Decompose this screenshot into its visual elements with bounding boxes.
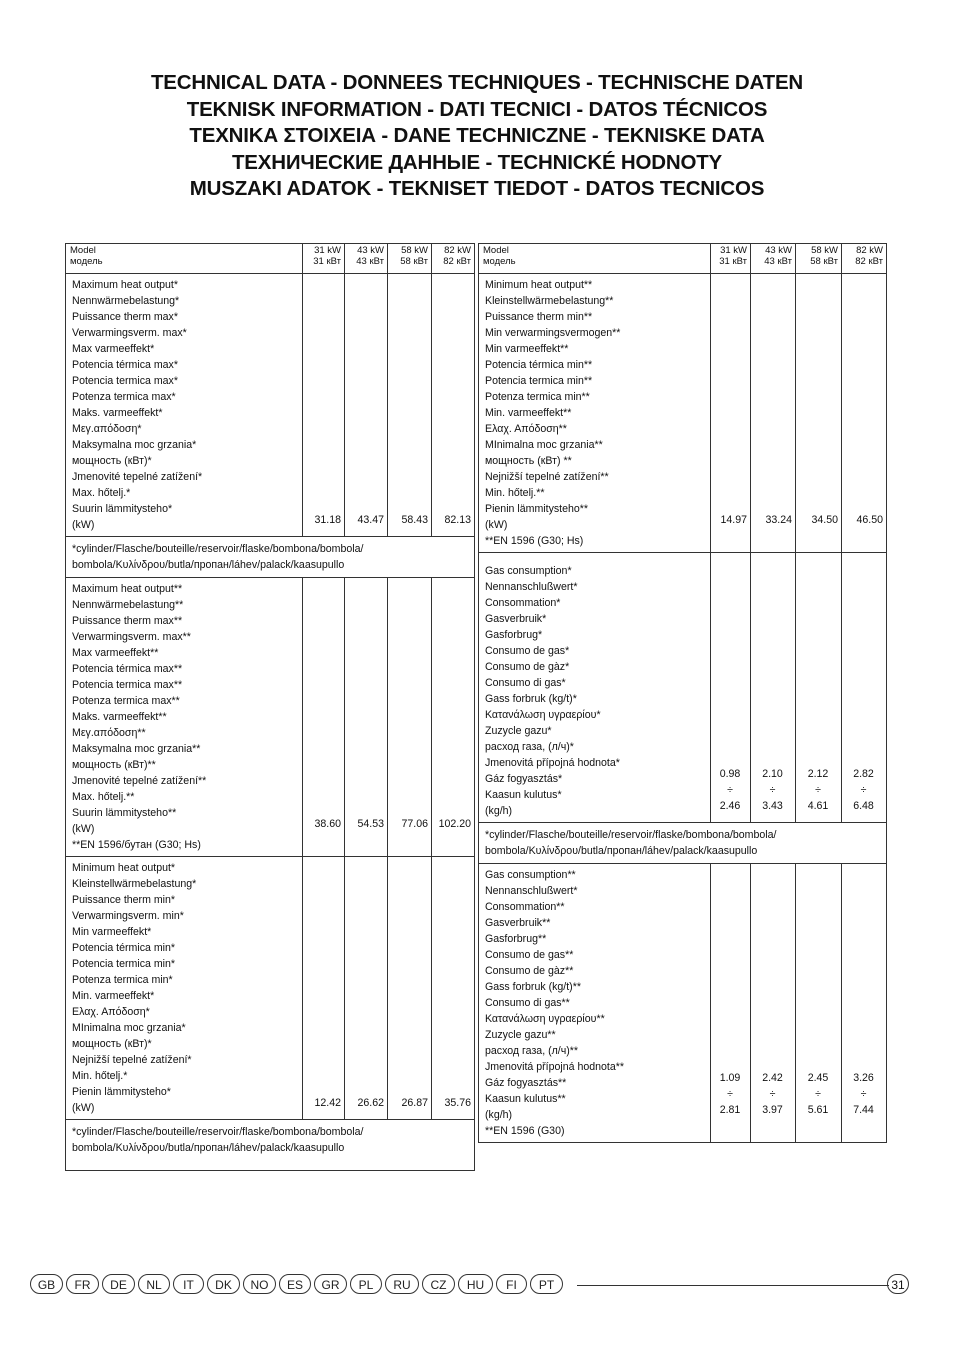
label-line: Nennwärmebelastung* <box>72 295 180 307</box>
label-line: Ελαχ. Απόδοση** <box>485 423 567 435</box>
col-kvt: 82 кВт <box>855 256 883 267</box>
row-label <box>479 274 711 553</box>
right-data-table <box>478 243 887 1143</box>
label-line: Ελαχ. Απόδοση* <box>72 1006 150 1018</box>
table-header <box>66 244 475 274</box>
language-tab[interactable]: ES <box>279 1274 311 1294</box>
col-kw: 31 kW <box>314 245 341 256</box>
range-max: 2.46 <box>719 800 741 812</box>
label-line: Consumo di gas* <box>485 677 566 689</box>
table-row <box>479 864 887 1143</box>
label-line: Potenza termica max* <box>72 391 176 403</box>
label-line: Suurin lämmitysteho* <box>72 503 173 515</box>
label-line: Min. hőtelj.* <box>72 1070 128 1082</box>
col-kvt: 58 кВт <box>400 256 428 267</box>
label-line: bombola/Κυλίνδρου/butla/пропан/láhev/palack/kaasupullo <box>72 1142 345 1154</box>
model-label-ru: модель <box>70 256 103 267</box>
label-line: Jmenovité tepelné zatížení** <box>72 775 207 787</box>
value-cell: 102.20 <box>432 578 475 857</box>
label-line: bombola/Κυλίνδρου/butla/пропан/láhev/palack/kaasupullo <box>72 559 345 571</box>
table-header <box>479 244 887 274</box>
label-line: Nennanschlußwert* <box>485 581 578 593</box>
language-tab[interactable]: FR <box>66 1274 99 1294</box>
label-line: Gass forbruk (kg/t)** <box>485 981 581 993</box>
value-cell: 38.60 <box>303 578 345 857</box>
label-line: (kW) <box>72 519 95 531</box>
left-data-table <box>65 243 475 1171</box>
row-label <box>479 864 711 1143</box>
label-line: Consumo de gas* <box>485 645 570 657</box>
label-line: Potencia térmica max** <box>72 663 183 675</box>
model-label-ru: модель <box>483 256 516 267</box>
label-line: Gáz fogyasztás* <box>485 773 563 785</box>
label-line: bombola/Κυλίνδρου/butla/пропан/láhev/palack/kaasupullo <box>485 845 758 857</box>
label-line: Maks. varmeeffekt* <box>72 407 163 419</box>
language-footer <box>0 1270 954 1300</box>
footnote <box>66 1120 475 1171</box>
label-line: (kg/h) <box>485 1109 513 1121</box>
label-line: Κατανάλωση υγραερίου** <box>485 1013 605 1025</box>
label-line: Gasforbrug* <box>485 629 543 641</box>
column-header <box>842 244 887 274</box>
label-line: Potenza termica min* <box>72 974 173 986</box>
row-label <box>479 553 711 823</box>
label-line: Puissance therm min** <box>485 311 593 323</box>
language-tab[interactable]: DK <box>207 1274 240 1294</box>
label-line: Puissance therm max** <box>72 615 183 627</box>
label-line: (kg/h) <box>485 805 513 817</box>
range-divider: ÷ <box>860 784 867 796</box>
label-line: Min. varmeeffekt* <box>72 990 155 1002</box>
value-cell: 34.50 <box>796 274 842 553</box>
label-line: Jmenovitá přípojná hodnota** <box>485 1061 624 1073</box>
range-min: 2.12 <box>807 768 829 780</box>
column-header <box>303 244 345 274</box>
label-line: Min varmeeffekt** <box>485 343 569 355</box>
label-line: Gasverbruik** <box>485 917 551 929</box>
label-line: Κατανάλωση υγραερίου* <box>485 709 601 721</box>
label-line: Consumo di gas** <box>485 997 570 1009</box>
value-cell: 54.53 <box>345 578 388 857</box>
language-tab[interactable]: GR <box>314 1274 347 1294</box>
range-min: 2.82 <box>853 768 874 780</box>
title-line: ΤΕΧΝΙΚΑ ΣΤΟΙΧΕΙΑ - DANE TECHNICZNE - TEKNISKE DATA <box>189 124 765 147</box>
table-note-row <box>479 823 887 864</box>
col-kw: 82 kW <box>856 245 883 256</box>
label-line: Gasverbruik* <box>485 613 547 625</box>
language-tab[interactable]: NO <box>243 1274 276 1294</box>
label-line: Potencia termica min** <box>485 375 593 387</box>
value-cell <box>796 553 842 823</box>
language-tab[interactable]: NL <box>138 1274 170 1294</box>
label-line: Min verwarmingsvermogen** <box>485 327 621 339</box>
table-row <box>479 274 887 553</box>
row-label <box>66 274 303 537</box>
label-line: Kleinstellwärmebelastung** <box>485 295 614 307</box>
model-label: Model <box>70 245 96 256</box>
language-tab[interactable]: FI <box>496 1274 527 1294</box>
label-line: Maximum heat output* <box>72 279 178 291</box>
label-line: Puissance therm max* <box>72 311 178 323</box>
label-line: Zuzycle gazu** <box>485 1029 556 1041</box>
label-line: Puissance therm min* <box>72 894 176 906</box>
value-cell <box>711 864 751 1143</box>
label-line: Minimum heat output* <box>72 862 176 874</box>
label-line: *cylinder/Flasche/bouteille/reservoir/flaske/bombona/bombola/ <box>485 829 777 841</box>
label-line: Kleinstellwärmebelastung* <box>72 878 197 890</box>
label-line: Pienin lämmitysteho* <box>72 1086 171 1098</box>
value-cell: 82.13 <box>432 274 475 537</box>
range-divider: ÷ <box>727 1088 733 1100</box>
column-header <box>345 244 388 274</box>
value-cell: 35.76 <box>432 857 475 1120</box>
col-kw: 58 kW <box>401 245 428 256</box>
range-max: 2.81 <box>719 1104 741 1116</box>
value-cell: 33.24 <box>751 274 796 553</box>
footer-divider <box>577 1285 889 1286</box>
range-max: 6.48 <box>853 800 874 812</box>
label-line: Maksymalna moc grzania** <box>72 743 201 755</box>
label-line: Max. hőtelj.** <box>72 791 135 803</box>
label-line: Consommation** <box>485 901 565 913</box>
title-line: TEKNISK INFORMATION - DATI TECNICI - DATOS TÉCNICOS <box>186 97 768 121</box>
range-min: 2.42 <box>762 1072 783 1084</box>
col-kw: 43 kW <box>765 245 792 256</box>
footnote <box>66 537 475 578</box>
label-line: Consumo de gàz* <box>485 661 570 673</box>
label-line: Min varmeeffekt* <box>72 926 152 938</box>
range-min: 1.09 <box>719 1072 741 1084</box>
col-kvt: 82 кВт <box>443 256 471 267</box>
label-line: Gáz fogyasztás** <box>485 1077 567 1089</box>
label-line: Jmenovité tepelné zatížení* <box>72 471 203 483</box>
label-line: Max varmeeffekt** <box>72 647 159 659</box>
label-line: мощность (кВт) ** <box>485 455 572 467</box>
language-tab[interactable]: GB <box>30 1274 63 1294</box>
label-line: Verwarmingsverm. max* <box>72 327 187 339</box>
label-line: мощность (кВт)* <box>72 455 152 467</box>
label-line: Μεγ.απόδοση* <box>72 423 142 435</box>
label-line: Consumo de gàz** <box>485 965 574 977</box>
range-max: 5.61 <box>807 1104 829 1116</box>
label-line: **EN 1596 (G30) <box>485 1125 565 1137</box>
range-min: 0.98 <box>719 768 741 780</box>
table-row <box>479 553 887 823</box>
label-line: расход газа, (л/ч)** <box>485 1045 579 1057</box>
label-line: Potencia térmica min** <box>485 359 593 371</box>
label-line: расход газа, (л/ч)* <box>485 741 574 753</box>
label-line: мощность (кВт)** <box>72 759 156 771</box>
value-cell: 43.47 <box>345 274 388 537</box>
model-header <box>66 244 303 274</box>
label-line: Min. hőtelj.** <box>485 487 545 499</box>
range-max: 3.43 <box>762 800 783 812</box>
label-line: Gass forbruk (kg/t)* <box>485 693 577 705</box>
column-header <box>711 244 751 274</box>
value-cell <box>842 553 887 823</box>
label-line: Maksymalna moc grzania* <box>72 439 197 451</box>
label-line: Potencia térmica min* <box>72 942 176 954</box>
table-row <box>66 857 475 1120</box>
label-line: Gas consumption* <box>485 565 572 577</box>
col-kvt: 31 кВт <box>313 256 341 267</box>
label-line: (kW) <box>72 823 95 835</box>
label-line: Jmenovitá přípojná hodnota* <box>485 757 620 769</box>
range-max: 3.97 <box>762 1104 783 1116</box>
value-cell: 46.50 <box>842 274 887 553</box>
label-line: Gasforbrug** <box>485 933 547 945</box>
value-cell: 26.62 <box>345 857 388 1120</box>
language-tab[interactable]: HU <box>458 1274 493 1294</box>
label-line: (kW) <box>72 1102 95 1114</box>
label-line: Minimum heat output** <box>485 279 593 291</box>
column-header <box>751 244 796 274</box>
col-kw: 43 kW <box>357 245 384 256</box>
label-line: Kaasun kulutus* <box>485 789 562 801</box>
row-label <box>66 857 303 1120</box>
col-kw: 58 kW <box>811 245 838 256</box>
table-row <box>66 274 475 537</box>
language-tab[interactable]: CZ <box>422 1274 455 1294</box>
label-line: Suurin lämmitysteho** <box>72 807 177 819</box>
range-max: 4.61 <box>807 800 829 812</box>
label-line: Nennanschlußwert* <box>485 885 578 897</box>
label-line: Gas consumption** <box>485 869 576 881</box>
language-tab[interactable]: PL <box>350 1274 382 1294</box>
label-line: мощность (кВт)* <box>72 1038 152 1050</box>
label-line: Kaasun kulutus** <box>485 1093 566 1105</box>
label-line: Μεγ.απόδοση** <box>72 727 146 739</box>
range-divider: ÷ <box>860 1088 867 1100</box>
model-label: Model <box>483 245 509 256</box>
label-line: **EN 1596 (G30; Hs) <box>485 535 584 547</box>
range-max: 7.44 <box>853 1104 874 1116</box>
label-line: Min. varmeeffekt** <box>485 407 572 419</box>
label-line: Max varmeeffekt* <box>72 343 155 355</box>
label-line: Potenza termica min** <box>485 391 590 403</box>
col-kvt: 58 кВт <box>810 256 838 267</box>
range-divider: ÷ <box>727 784 733 796</box>
value-cell: 31.18 <box>303 274 345 537</box>
value-cell: 26.87 <box>388 857 432 1120</box>
language-tab[interactable]: IT <box>173 1274 204 1294</box>
label-line: *cylinder/Flasche/bouteille/reservoir/flaske/bombona/bombola/ <box>72 543 364 555</box>
model-header <box>479 244 711 274</box>
label-line: Maks. varmeeffekt** <box>72 711 167 723</box>
language-tab[interactable]: DE <box>102 1274 135 1294</box>
page-number: 31 <box>887 1274 909 1294</box>
label-line: **EN 1596/бутан (G30; Hs) <box>72 839 201 851</box>
value-cell <box>751 864 796 1143</box>
label-line: Verwarmingsverm. max** <box>72 631 191 643</box>
value-cell <box>711 553 751 823</box>
value-cell <box>842 864 887 1143</box>
value-cell: 12.42 <box>303 857 345 1120</box>
range-min: 2.45 <box>807 1072 829 1084</box>
title-line: TECHNICAL DATA - DONNEES TECHNIQUES - TECHNISCHE DATEN <box>150 71 804 94</box>
column-header <box>796 244 842 274</box>
range-divider: ÷ <box>815 784 821 796</box>
label-line: (kW) <box>485 519 508 531</box>
col-kw: 31 kW <box>720 245 747 256</box>
label-line: Nejnižší tepelné zatížení* <box>72 1054 192 1066</box>
label-line: Consommation* <box>485 597 561 609</box>
title-line: MUSZAKI ADATOK - TEKNISET TIEDOT - DATOS TECNICOS <box>189 177 765 200</box>
label-line: Verwarmingsverm. min* <box>72 910 184 922</box>
table-note-row <box>66 537 475 578</box>
table-row <box>66 578 475 857</box>
label-line: Pienin lämmitysteho** <box>485 503 589 515</box>
label-line: MInimalna moc grzania** <box>485 439 603 451</box>
value-cell: 14.97 <box>711 274 751 553</box>
label-line: Consumo de gas** <box>485 949 574 961</box>
label-line: Potencia termica max** <box>72 679 183 691</box>
col-kvt: 43 кВт <box>356 256 384 267</box>
range-divider: ÷ <box>769 1088 776 1100</box>
col-kvt: 43 кВт <box>764 256 792 267</box>
range-min: 3.26 <box>853 1072 874 1084</box>
table-note-row <box>66 1120 475 1171</box>
label-line: Maximum heat output** <box>72 583 183 595</box>
col-kw: 82 kW <box>444 245 471 256</box>
value-cell: 58.43 <box>388 274 432 537</box>
label-line: Nejnižší tepelné zatížení** <box>485 471 609 483</box>
label-line: Nennwärmebelastung** <box>72 599 184 611</box>
language-tab[interactable]: RU <box>385 1274 419 1294</box>
column-header <box>388 244 432 274</box>
label-line: Potencia termica max* <box>72 375 178 387</box>
col-kvt: 31 кВт <box>719 256 747 267</box>
label-line: Potencia térmica max* <box>72 359 178 371</box>
footnote <box>479 823 887 864</box>
label-line: *cylinder/Flasche/bouteille/reservoir/flaske/bombona/bombola/ <box>72 1126 364 1138</box>
range-divider: ÷ <box>769 784 776 796</box>
column-header <box>432 244 475 274</box>
range-divider: ÷ <box>815 1088 821 1100</box>
label-line: MInimalna moc grzania* <box>72 1022 186 1034</box>
label-line: Zuzycle gazu* <box>485 725 552 737</box>
title-line: ТЕХНИЧЕСКИЕ ДАННЫЕ - TECHNICKÉ HODNOTY <box>231 150 723 174</box>
row-label <box>66 578 303 857</box>
label-line: Potencia termica min* <box>72 958 176 970</box>
label-line: Max. hőtelj.* <box>72 487 131 499</box>
language-tab[interactable]: PT <box>530 1274 563 1294</box>
page-title <box>0 70 954 203</box>
label-line: Potenza termica max** <box>72 695 180 707</box>
value-cell: 77.06 <box>388 578 432 857</box>
value-cell <box>751 553 796 823</box>
value-cell <box>796 864 842 1143</box>
range-min: 2.10 <box>762 768 783 780</box>
